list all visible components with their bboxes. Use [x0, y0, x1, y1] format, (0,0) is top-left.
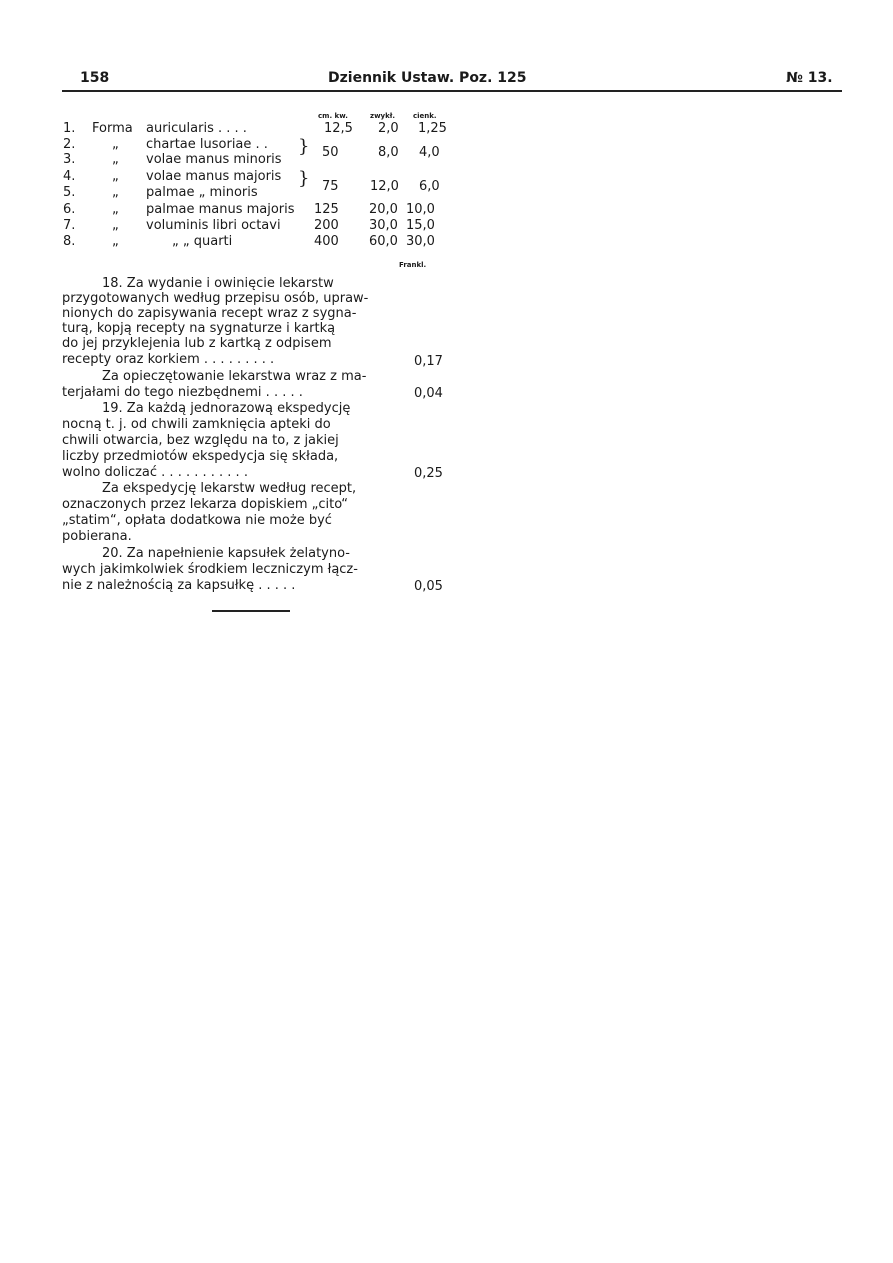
row-number: 6.: [63, 202, 76, 217]
text-line: 20. Za napełnienie kapsułek żelatyno-: [102, 546, 350, 561]
row-cienk: 1,25: [418, 121, 447, 136]
group-4-5-cienk: 6,0: [419, 179, 440, 194]
text-line: nionych do zapisywania recept wraz z sygna-: [62, 306, 357, 321]
row-prefix: Forma: [92, 121, 133, 136]
row-prefix: „: [112, 218, 119, 233]
row-cm: 12,5: [324, 121, 353, 136]
text-line: turą, kopją recepty na sygnaturze i kartką: [62, 321, 336, 336]
group-2-3-zwykl: 8,0: [378, 145, 399, 160]
text-line: „statim“, opłata dodatkowa nie może być: [62, 513, 332, 528]
group-4-5-cm: 75: [322, 179, 339, 194]
row-number: 3.: [63, 152, 76, 167]
text-line: Za ekspedycję lekarstw według recept,: [102, 481, 357, 496]
row-name: volae manus minoris: [146, 152, 282, 167]
group-4-5-zwykl: 12,0: [370, 179, 399, 194]
row-number: 4.: [63, 169, 76, 184]
frankl-column-label: Frankl.: [399, 261, 427, 269]
row-zwykl: 20,0: [369, 202, 398, 217]
row-cm: 125: [314, 202, 339, 217]
text-line: chwili otwarcia, bez względu na to, z jakiej: [62, 433, 339, 448]
header-rule: [62, 90, 842, 92]
text-line: liczby przedmiotów ekspedycja się składa,: [62, 449, 339, 464]
text-line: oznaczonych przez lekarza dopiskiem „cito“: [62, 497, 348, 512]
row-cienk: 15,0: [406, 218, 435, 233]
row-cienk: 10,0: [406, 202, 435, 217]
brace-rows-2-3: }: [298, 136, 310, 157]
row-cienk: 30,0: [406, 234, 435, 249]
journal-title: Dziennik Ustaw. Poz. 125: [328, 70, 527, 86]
group-2-3-cienk: 4,0: [419, 145, 440, 160]
row-number: 1.: [63, 121, 76, 136]
row-zwykl: 30,0: [369, 218, 398, 233]
row-number: 8.: [63, 234, 76, 249]
row-name: auricularis . . . .: [146, 121, 247, 136]
row-cm: 200: [314, 218, 339, 233]
text-line: 18. Za wydanie i owinięcie lekarstw: [102, 276, 334, 291]
fee-value: 0,04: [414, 386, 443, 401]
row-number: 2.: [63, 137, 76, 152]
fee-value: 0,05: [414, 579, 443, 594]
text-line: wych jakimkolwiek środkiem leczniczym łącz-: [62, 562, 358, 577]
brace-rows-4-5: }: [298, 168, 310, 189]
text-line: 19. Za każdą jednorazową ekspedycję: [102, 401, 351, 416]
page-number: 158: [80, 70, 110, 86]
group-2-3-cm: 50: [322, 145, 339, 160]
text-line: pobierana.: [62, 529, 132, 544]
text-line: przygotowanych według przepisu osób, upraw-: [62, 291, 369, 306]
text-line: wolno doliczać . . . . . . . . . . .: [62, 465, 248, 480]
row-prefix: „: [112, 185, 119, 200]
col-header-cienk: cienk.: [413, 112, 437, 120]
row-prefix: „: [112, 169, 119, 184]
row-name: palmae „ minoris: [146, 185, 258, 200]
row-name: „ „ quarti: [172, 234, 233, 249]
row-number: 7.: [63, 218, 76, 233]
text-line: nocną t. j. od chwili zamknięcia apteki do: [62, 417, 331, 432]
section-end-rule: [212, 610, 290, 612]
text-line: recepty oraz korkiem . . . . . . . . .: [62, 352, 275, 367]
row-prefix: „: [112, 152, 119, 167]
row-number: 5.: [63, 185, 76, 200]
row-zwykl: 2,0: [378, 121, 399, 136]
row-cm: 400: [314, 234, 339, 249]
issue-number: № 13.: [786, 70, 833, 86]
row-name: volae manus majoris: [146, 169, 282, 184]
fee-value: 0,17: [414, 354, 443, 369]
row-name: voluminis libri octavi: [146, 218, 281, 233]
row-prefix: „: [112, 234, 119, 249]
col-header-zwykl: zwykł.: [370, 112, 396, 120]
fee-value: 0,25: [414, 466, 443, 481]
text-line: terjałami do tego niezbędnemi . . . . .: [62, 385, 303, 400]
row-prefix: „: [112, 202, 119, 217]
row-name: chartae lusoriae . .: [146, 137, 268, 152]
row-name: palmae manus majoris: [146, 202, 295, 217]
text-line: Za opieczętowanie lekarstwa wraz z ma-: [102, 369, 367, 384]
row-prefix: „: [112, 137, 119, 152]
text-line: do jej przyklejenia lub z kartką z odpisem: [62, 336, 332, 351]
col-header-cm: cm. kw.: [318, 112, 348, 120]
text-line: nie z należnością za kapsułkę . . . . .: [62, 578, 296, 593]
row-zwykl: 60,0: [369, 234, 398, 249]
